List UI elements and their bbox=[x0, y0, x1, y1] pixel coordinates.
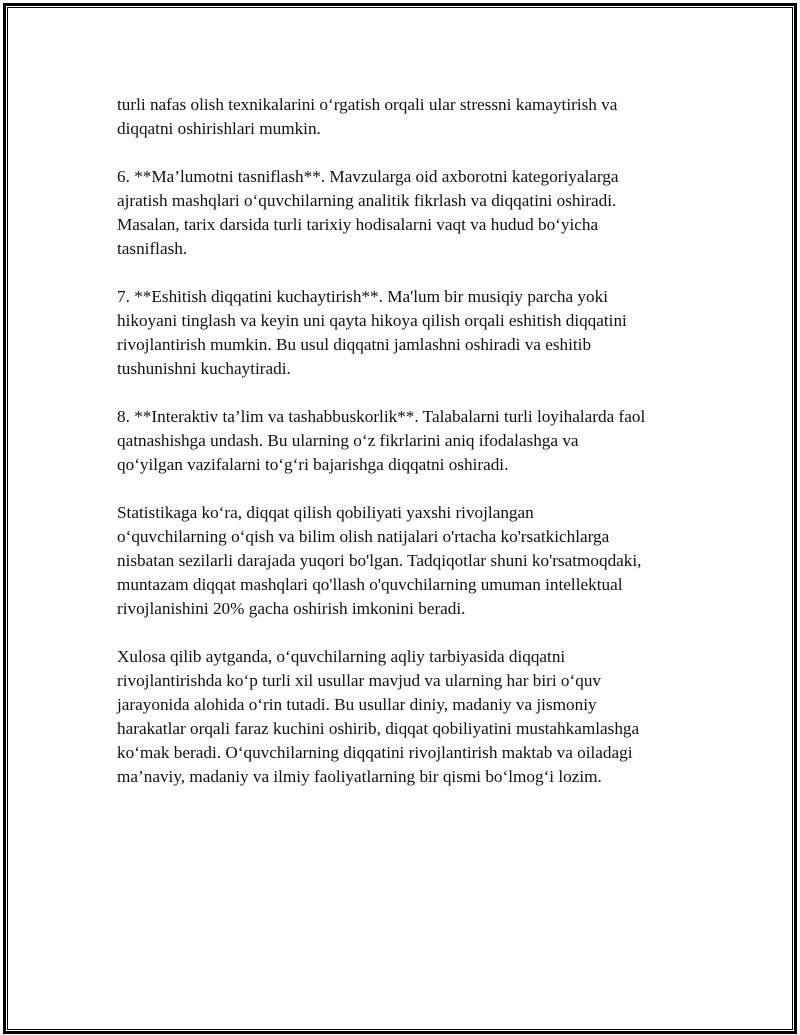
text-line: qo‘yilgan vazifalarni to‘g‘ri bajarishga diqqatni oshiradi. bbox=[117, 455, 509, 474]
text-line: 7. **Eshitish diqqatini kuchaytirish**. Ma'lum bir musiqiy parcha yoki bbox=[117, 287, 608, 306]
text-line: rivojlanishini 20% gacha oshirish imkonini beradi. bbox=[117, 599, 466, 618]
paragraph-breathing-techniques bbox=[117, 93, 687, 141]
text-line: tasniflash. bbox=[117, 239, 188, 258]
text-line: jarayonida alohida o‘rin tutadi. Bu usullar diniy, madaniy va jismoniy bbox=[117, 695, 597, 714]
text-line: 8. **Interaktiv ta’lim va tashabbuskorlik**. Talabalarni turli loyihalarda faol bbox=[117, 407, 646, 426]
text-line: ajratish mashqlari o‘quvchilarning analitik fikrlash va diqqatini oshiradi. bbox=[117, 191, 617, 210]
text-line: diqqatni oshirishlari mumkin. bbox=[117, 119, 321, 138]
paragraph-statistics bbox=[117, 501, 687, 621]
text-line: hikoyani tinglash va keyin uni qayta hikoya qilish orqali eshitish diqqatini bbox=[117, 311, 627, 330]
text-line: Masalan, tarix darsida turli tarixiy hodisalarni vaqt va hudud bo‘yicha bbox=[117, 215, 599, 234]
text-line: nisbatan sezilarli darajada yuqori bo'lgan. Tadqiqotlar shuni ko'rsatmoqdaki, bbox=[117, 551, 642, 570]
text-line: o‘quvchilarning o‘qish va bilim olish natijalari o'rtacha ko'rsatkichlarga bbox=[117, 527, 610, 546]
text-line: Xulosa qilib aytganda, o‘quvchilarning aqliy tarbiyasida diqqatni bbox=[117, 647, 566, 666]
text-line: 6. **Ma’lumotni tasniflash**. Mavzularga oid axborotni kategoriyalarga bbox=[117, 167, 619, 186]
text-line: rivojlantirishda ko‘p turli xil usullar mavjud va ularning har biri o‘quv bbox=[117, 671, 602, 690]
paragraph-auditory-attention bbox=[117, 285, 687, 381]
text-line: muntazam diqqat mashqlari qo'llash o'quvchilarning umuman intellektual bbox=[117, 575, 623, 594]
paragraph-interactive-learning bbox=[117, 405, 687, 477]
document-body bbox=[117, 93, 687, 813]
paragraph-conclusion bbox=[117, 645, 687, 789]
text-line: Statistikaga ko‘ra, diqqat qilish qobiliyati yaxshi rivojlangan bbox=[117, 503, 534, 522]
text-line: ko‘mak beradi. O‘quvchilarning diqqatini rivojlantirish maktab va oiladagi bbox=[117, 743, 633, 762]
paragraph-information-classification bbox=[117, 165, 687, 261]
text-line: tushunishni kuchaytiradi. bbox=[117, 359, 291, 378]
text-line: qatnashishga undash. Bu ularning o‘z fikrlarini aniq ifodalashga va bbox=[117, 431, 579, 450]
text-line: turli nafas olish texnikalarini o‘rgatish orqali ular stressni kamaytirish va bbox=[117, 95, 618, 114]
text-line: ma’naviy, madaniy va ilmiy faoliyatlarning bir qismi bo‘lmog‘i lozim. bbox=[117, 767, 602, 786]
text-line: rivojlantirish mumkin. Bu usul diqqatni jamlashni oshiradi va eshitib bbox=[117, 335, 592, 354]
text-line: harakatlar orqali faraz kuchini oshirib, diqqat qobiliyatini mustahkamlashga bbox=[117, 719, 640, 738]
